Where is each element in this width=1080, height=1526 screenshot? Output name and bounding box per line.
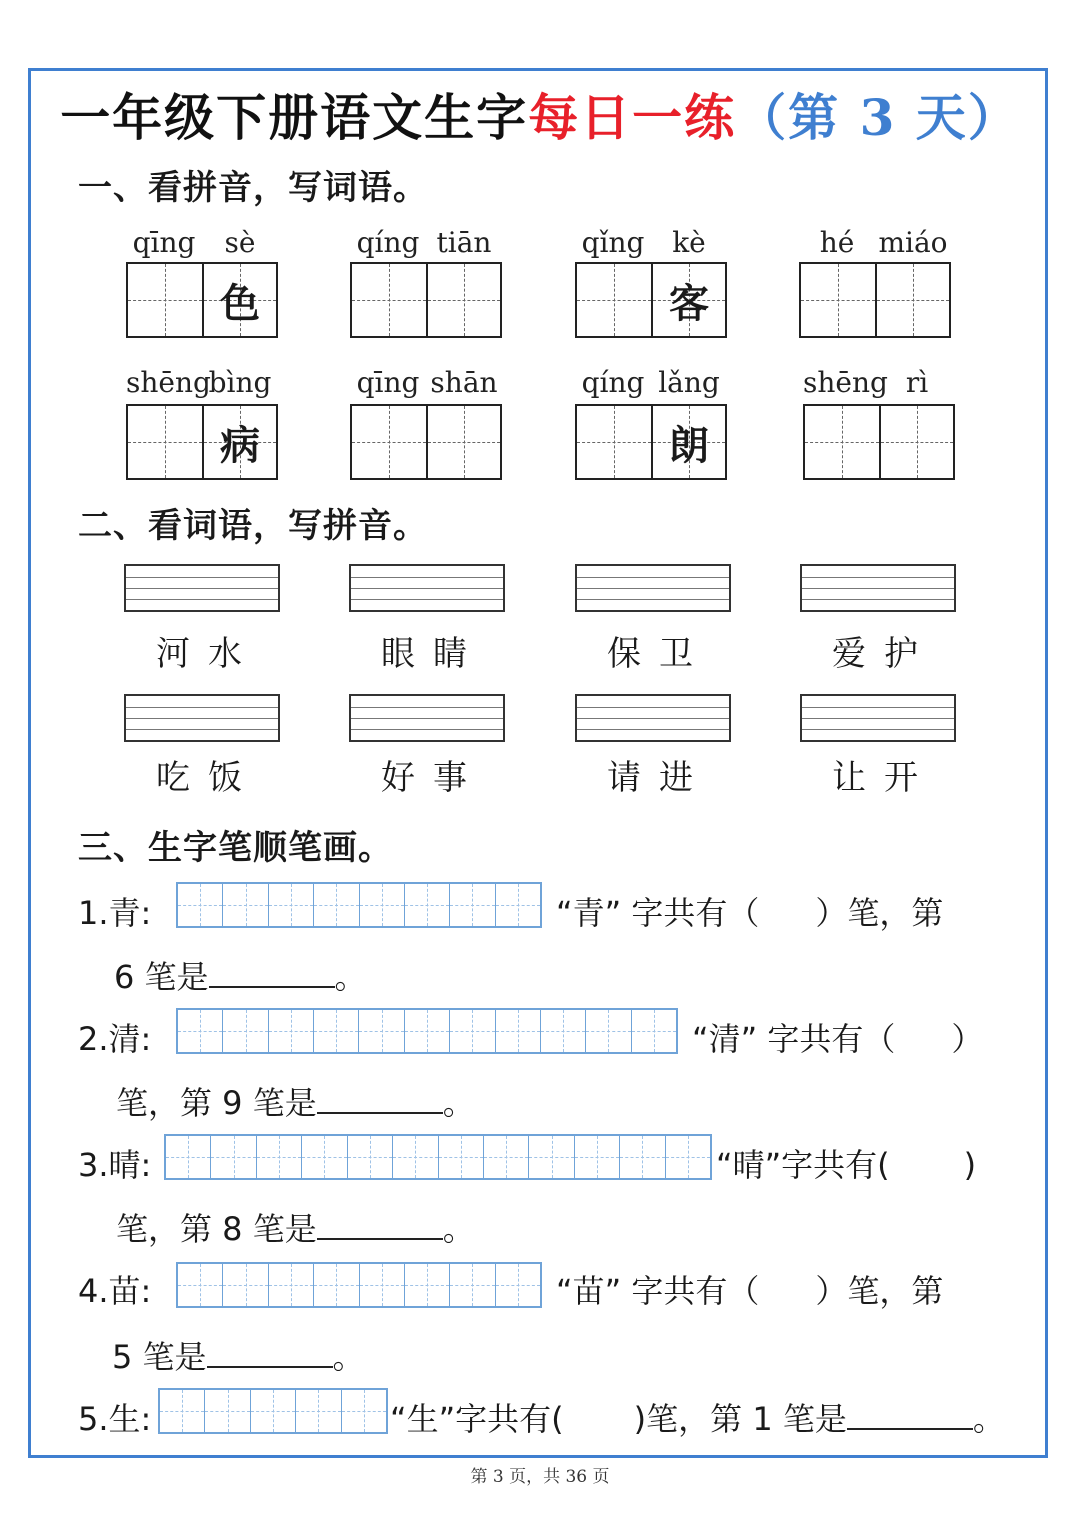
q3-label: 3.晴: xyxy=(78,1146,152,1184)
q5-stroke-grid[interactable] xyxy=(158,1388,388,1434)
title-part-2: 每日一练 xyxy=(528,88,737,147)
q1-stroke-grid[interactable] xyxy=(176,882,542,928)
writing-cell[interactable] xyxy=(426,406,500,478)
stroke-cell[interactable] xyxy=(665,1136,710,1178)
pinyin-syllable: qǐng xyxy=(581,226,645,259)
stroke-cell[interactable] xyxy=(404,884,449,926)
q3-answer-blank[interactable] xyxy=(317,1210,443,1240)
stroke-cell[interactable] xyxy=(268,1010,313,1052)
stroke-cell[interactable] xyxy=(341,1390,386,1432)
q1-text: “青” 字共有（ xyxy=(556,894,760,932)
stroke-cell[interactable] xyxy=(528,1136,573,1178)
word-3: 保卫 xyxy=(607,634,711,674)
stroke-cell[interactable] xyxy=(359,884,404,926)
q2-text: “清” 字共有（ xyxy=(692,1020,896,1058)
pinyin-syllable: miáo xyxy=(878,226,948,259)
writing-cell[interactable] xyxy=(801,264,875,336)
q1-label: 1.青: xyxy=(78,894,152,932)
section-2-heading: 二、看词语，写拼音。 xyxy=(78,506,428,546)
page-title xyxy=(60,78,1020,150)
given-character: 朗 xyxy=(669,421,709,469)
stroke-cell[interactable] xyxy=(392,1136,437,1178)
stroke-cell[interactable] xyxy=(313,1264,358,1306)
given-character xyxy=(428,406,500,478)
stroke-cell[interactable] xyxy=(178,884,222,926)
q1-end: 。 xyxy=(334,958,367,996)
writing-box-8[interactable] xyxy=(803,404,955,480)
stroke-cell[interactable] xyxy=(166,1136,210,1178)
stroke-cell[interactable] xyxy=(256,1136,301,1178)
q3-text2: ) xyxy=(963,1146,977,1184)
pinyin-syllable: qíng xyxy=(581,366,645,399)
word-4: 爱护 xyxy=(832,634,936,674)
pinyin-syllable: shēng xyxy=(803,366,888,399)
stroke-cell[interactable] xyxy=(495,1264,540,1306)
writing-box-6[interactable] xyxy=(350,404,502,480)
q4-line2-text: 5 笔是 xyxy=(112,1338,207,1376)
q5-answer-blank[interactable] xyxy=(847,1400,973,1430)
q4-text: “苗” 字共有（ xyxy=(556,1272,760,1310)
stroke-cell[interactable] xyxy=(404,1264,449,1306)
writing-cell[interactable] xyxy=(352,264,426,336)
q4-end: 。 xyxy=(332,1338,365,1376)
given-character xyxy=(801,264,875,336)
writing-cell[interactable] xyxy=(128,264,202,336)
writing-cell[interactable] xyxy=(875,264,949,336)
word-2: 眼睛 xyxy=(381,634,485,674)
stroke-cell[interactable] xyxy=(438,1136,483,1178)
given-character: 色 xyxy=(220,279,260,327)
given-character xyxy=(428,264,500,336)
stroke-cell[interactable] xyxy=(178,1264,222,1306)
q1-answer-blank[interactable] xyxy=(209,958,335,988)
stroke-cell[interactable] xyxy=(585,1010,630,1052)
q1-text2: ）笔，第 xyxy=(815,894,944,932)
stroke-cell[interactable] xyxy=(160,1390,204,1432)
stroke-cell[interactable] xyxy=(540,1010,585,1052)
q3-question xyxy=(716,1140,976,1186)
q5-text2: )笔，第 1 笔是 xyxy=(633,1400,847,1438)
q4-question xyxy=(556,1266,943,1312)
given-character xyxy=(128,406,202,478)
title-part-1: 一年级下册语文生字 xyxy=(60,88,529,147)
q2-text2: ） xyxy=(951,1020,984,1058)
q4-text2: ）笔，第 xyxy=(815,1272,944,1310)
q4-line2 xyxy=(112,1332,365,1378)
writing-box-7[interactable] xyxy=(575,404,727,480)
writing-box-3[interactable] xyxy=(575,262,727,338)
given-character xyxy=(881,406,953,478)
stroke-cell[interactable] xyxy=(631,1010,676,1052)
pinyin-syllable: sè xyxy=(224,226,256,259)
q3-line2 xyxy=(116,1204,475,1250)
pinyin-syllable: rì xyxy=(905,366,929,399)
q5-text: “生”字共有( xyxy=(390,1400,564,1438)
stroke-cell[interactable] xyxy=(222,1010,267,1052)
stroke-cell[interactable] xyxy=(404,1010,449,1052)
stroke-cell[interactable] xyxy=(222,884,267,926)
pinyin-syllable: bìng xyxy=(208,366,272,399)
writing-box-5[interactable] xyxy=(126,404,278,480)
stroke-cell[interactable] xyxy=(268,1264,313,1306)
q2-label: 2.清: xyxy=(78,1020,152,1058)
stroke-cell[interactable] xyxy=(358,1010,403,1052)
q3-stroke-grid[interactable] xyxy=(164,1134,712,1180)
stroke-cell[interactable] xyxy=(574,1136,619,1178)
section-3-heading: 三、生字笔顺笔画。 xyxy=(78,828,393,868)
given-character xyxy=(352,406,426,478)
pinyin-syllable: qíng xyxy=(356,226,420,259)
given-character: 病 xyxy=(220,421,260,469)
pinyin-write-lines-3[interactable] xyxy=(575,564,731,612)
writing-box-2[interactable] xyxy=(350,262,502,338)
q3-end: 。 xyxy=(442,1210,475,1248)
stroke-cell[interactable] xyxy=(347,1136,392,1178)
stroke-cell[interactable] xyxy=(313,884,358,926)
pinyin-syllable: kè xyxy=(672,226,706,259)
writing-cell[interactable] xyxy=(879,406,953,478)
pinyin-syllable: shān xyxy=(430,366,498,399)
writing-cell[interactable] xyxy=(352,406,426,478)
given-character xyxy=(128,264,202,336)
pinyin-write-lines-2[interactable] xyxy=(349,564,505,612)
stroke-cell[interactable] xyxy=(210,1136,255,1178)
given-character xyxy=(877,264,949,336)
stroke-cell[interactable] xyxy=(619,1136,664,1178)
pinyin-syllable: shēng xyxy=(126,366,211,399)
given-character xyxy=(577,406,651,478)
word-7: 请进 xyxy=(607,758,711,798)
pinyin-syllable: tiān xyxy=(436,226,492,259)
given-character xyxy=(577,264,651,336)
stroke-cell[interactable] xyxy=(449,884,494,926)
writing-cell[interactable] xyxy=(426,264,500,336)
stroke-cell[interactable] xyxy=(178,1010,222,1052)
pinyin-write-lines-7[interactable] xyxy=(575,694,731,742)
stroke-cell[interactable] xyxy=(301,1136,346,1178)
writing-cell[interactable] xyxy=(651,264,725,336)
writing-cell[interactable] xyxy=(202,264,276,336)
writing-box-4[interactable] xyxy=(799,262,951,338)
pinyin-write-lines-4[interactable] xyxy=(800,564,956,612)
given-character xyxy=(352,264,426,336)
stroke-cell[interactable] xyxy=(250,1390,295,1432)
q5-label: 5.生: xyxy=(78,1400,152,1438)
writing-cell[interactable] xyxy=(577,264,651,336)
writing-cell[interactable] xyxy=(577,406,651,478)
stroke-cell[interactable] xyxy=(295,1390,340,1432)
writing-cell[interactable] xyxy=(651,406,725,478)
q3-line2-text: 笔，第 8 笔是 xyxy=(116,1210,317,1248)
q5-question xyxy=(390,1394,1005,1440)
stroke-cell[interactable] xyxy=(204,1390,249,1432)
q5-end: 。 xyxy=(972,1400,1005,1438)
stroke-cell[interactable] xyxy=(495,1010,540,1052)
q2-answer-blank[interactable] xyxy=(317,1084,443,1114)
section-1-heading: 一、看拼音，写词语。 xyxy=(78,168,428,208)
writing-cell[interactable] xyxy=(805,406,879,478)
word-6: 好事 xyxy=(381,758,485,798)
q4-stroke-grid[interactable] xyxy=(176,1262,542,1308)
pinyin-write-lines-1[interactable] xyxy=(124,564,280,612)
word-5: 吃饭 xyxy=(156,758,260,798)
given-character: 客 xyxy=(669,279,709,327)
q4-answer-blank[interactable] xyxy=(207,1338,333,1368)
pinyin-write-lines-6[interactable] xyxy=(349,694,505,742)
word-1: 河水 xyxy=(156,634,260,674)
q1-line2 xyxy=(114,952,367,998)
q1-question xyxy=(556,888,943,934)
pinyin-write-lines-8[interactable] xyxy=(800,694,956,742)
given-character xyxy=(805,406,879,478)
writing-cell[interactable] xyxy=(202,406,276,478)
pinyin-syllable: qīng xyxy=(132,226,196,259)
page-footer: 第 3 页，共 36 页 xyxy=(470,1467,610,1487)
stroke-cell[interactable] xyxy=(483,1136,528,1178)
pinyin-write-lines-5[interactable] xyxy=(124,694,280,742)
stroke-cell[interactable] xyxy=(268,884,313,926)
writing-cell[interactable] xyxy=(128,406,202,478)
q2-end: 。 xyxy=(442,1084,475,1122)
stroke-cell[interactable] xyxy=(495,884,540,926)
word-8: 让开 xyxy=(832,758,936,798)
stroke-cell[interactable] xyxy=(449,1264,494,1306)
stroke-cell[interactable] xyxy=(222,1264,267,1306)
pinyin-syllable: hé xyxy=(819,226,855,259)
q3-text: “晴”字共有( xyxy=(716,1146,890,1184)
pinyin-syllable: lǎng xyxy=(658,366,720,399)
stroke-cell[interactable] xyxy=(313,1010,358,1052)
stroke-cell[interactable] xyxy=(449,1010,494,1052)
title-part-3: （第 3 天） xyxy=(736,88,1020,147)
stroke-cell[interactable] xyxy=(359,1264,404,1306)
q1-line2-text: 6 笔是 xyxy=(114,958,209,996)
writing-box-1[interactable] xyxy=(126,262,278,338)
pinyin-syllable: qīng xyxy=(356,366,420,399)
q2-line2 xyxy=(116,1078,475,1124)
q4-label: 4.苗: xyxy=(78,1272,152,1310)
q2-stroke-grid[interactable] xyxy=(176,1008,678,1054)
q2-question xyxy=(692,1014,983,1060)
q2-line2-text: 笔，第 9 笔是 xyxy=(116,1084,317,1122)
